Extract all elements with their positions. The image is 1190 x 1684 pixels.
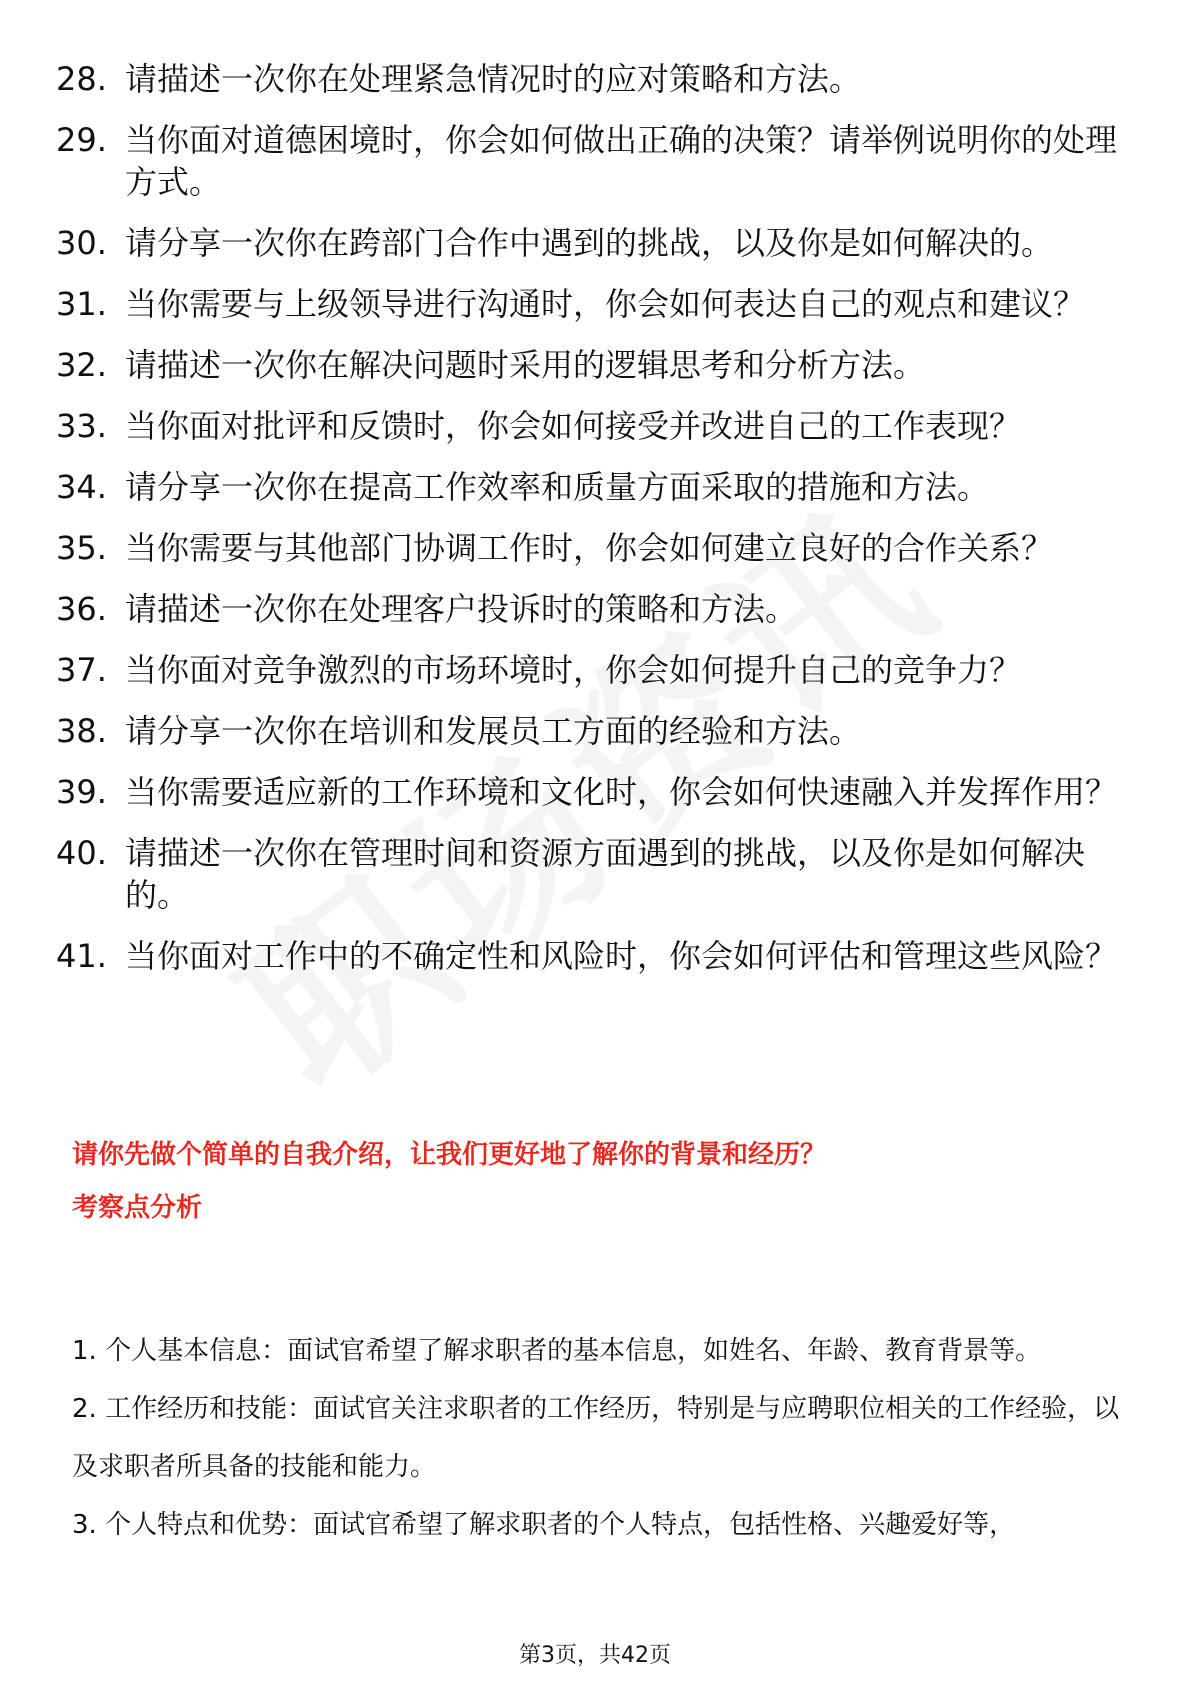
analysis-point: 3. 个人特点和优势：面试官希望了解求职者的个人特点，包括性格、兴趣爱好等，	[72, 1510, 1016, 1540]
question-text: 当你需要与其他部门协调工作时，你会如何建立良好的合作关系？	[125, 529, 1054, 567]
question-item	[56, 119, 1136, 203]
analysis-point: 2. 工作经历和技能：面试官关注求职者的工作经历，特别是与应聘职位相关的工作经验，以及求职者所具备的技能和能力。	[72, 1394, 1120, 1482]
question-number: 38.	[56, 712, 107, 750]
question-item	[56, 58, 1136, 100]
question-item	[56, 935, 1136, 977]
question-text: 请描述一次你在处理客户投诉时的策略和方法。	[125, 590, 798, 628]
question-text: 当你面对工作中的不确定性和风险时，你会如何评估和管理这些风险？	[125, 937, 1118, 975]
question-item	[56, 588, 1136, 630]
question-item	[56, 405, 1136, 447]
question-number: 34.	[56, 468, 107, 506]
question-text: 当你需要适应新的工作环境和文化时，你会如何快速融入并发挥作用？	[125, 773, 1118, 811]
question-list	[56, 58, 1136, 996]
question-text: 当你面对道德困境时，你会如何做出正确的决策？请举例说明你的处理方式。	[125, 121, 1118, 201]
question-number: 32.	[56, 346, 107, 384]
question-text: 请描述一次你在解决问题时采用的逻辑思考和分析方法。	[125, 346, 926, 384]
question-item	[56, 771, 1136, 813]
question-item	[56, 466, 1136, 508]
question-item	[56, 710, 1136, 752]
question-text: 请分享一次你在提高工作效率和质量方面采取的措施和方法。	[125, 468, 990, 506]
analysis-heading: 考察点分析	[72, 1193, 203, 1223]
question-number: 37.	[56, 651, 107, 689]
question-number: 30.	[56, 224, 107, 262]
question-number: 36.	[56, 590, 107, 628]
question-text: 请描述一次你在管理时间和资源方面遇到的挑战，以及你是如何解决的。	[125, 834, 1086, 914]
question-text: 请分享一次你在培训和发展员工方面的经验和方法。	[125, 712, 862, 750]
question-number: 41.	[56, 937, 107, 975]
question-item	[56, 222, 1136, 264]
question-text: 当你面对竞争激烈的市场环境时，你会如何提升自己的竞争力？	[125, 651, 1022, 689]
analysis-point: 1. 个人基本信息：面试官希望了解求职者的基本信息，如姓名、年龄、教育背景等。	[72, 1336, 1042, 1366]
question-item	[56, 527, 1136, 569]
question-number: 33.	[56, 407, 107, 445]
question-number: 31.	[56, 285, 107, 323]
question-item	[56, 283, 1136, 325]
question-item	[56, 832, 1136, 916]
question-item	[56, 649, 1136, 691]
analysis-points	[72, 1322, 1132, 1554]
featured-question: 请你先做个简单的自我介绍，让我们更好地了解你的背景和经历？	[72, 1140, 827, 1170]
page-footer: 第3页，共42页	[519, 1643, 671, 1668]
question-text: 当你面对批评和反馈时，你会如何接受并改进自己的工作表现？	[125, 407, 1022, 445]
question-number: 40.	[56, 834, 107, 872]
question-item	[56, 344, 1136, 386]
question-number: 35.	[56, 529, 107, 567]
question-number: 29.	[56, 121, 107, 159]
question-text: 请描述一次你在处理紧急情况时的应对策略和方法。	[125, 60, 862, 98]
question-number: 39.	[56, 773, 107, 811]
question-text: 当你需要与上级领导进行沟通时，你会如何表达自己的观点和建议？	[125, 285, 1086, 323]
question-number: 28.	[56, 60, 107, 98]
question-text: 请分享一次你在跨部门合作中遇到的挑战，以及你是如何解决的。	[125, 224, 1054, 262]
